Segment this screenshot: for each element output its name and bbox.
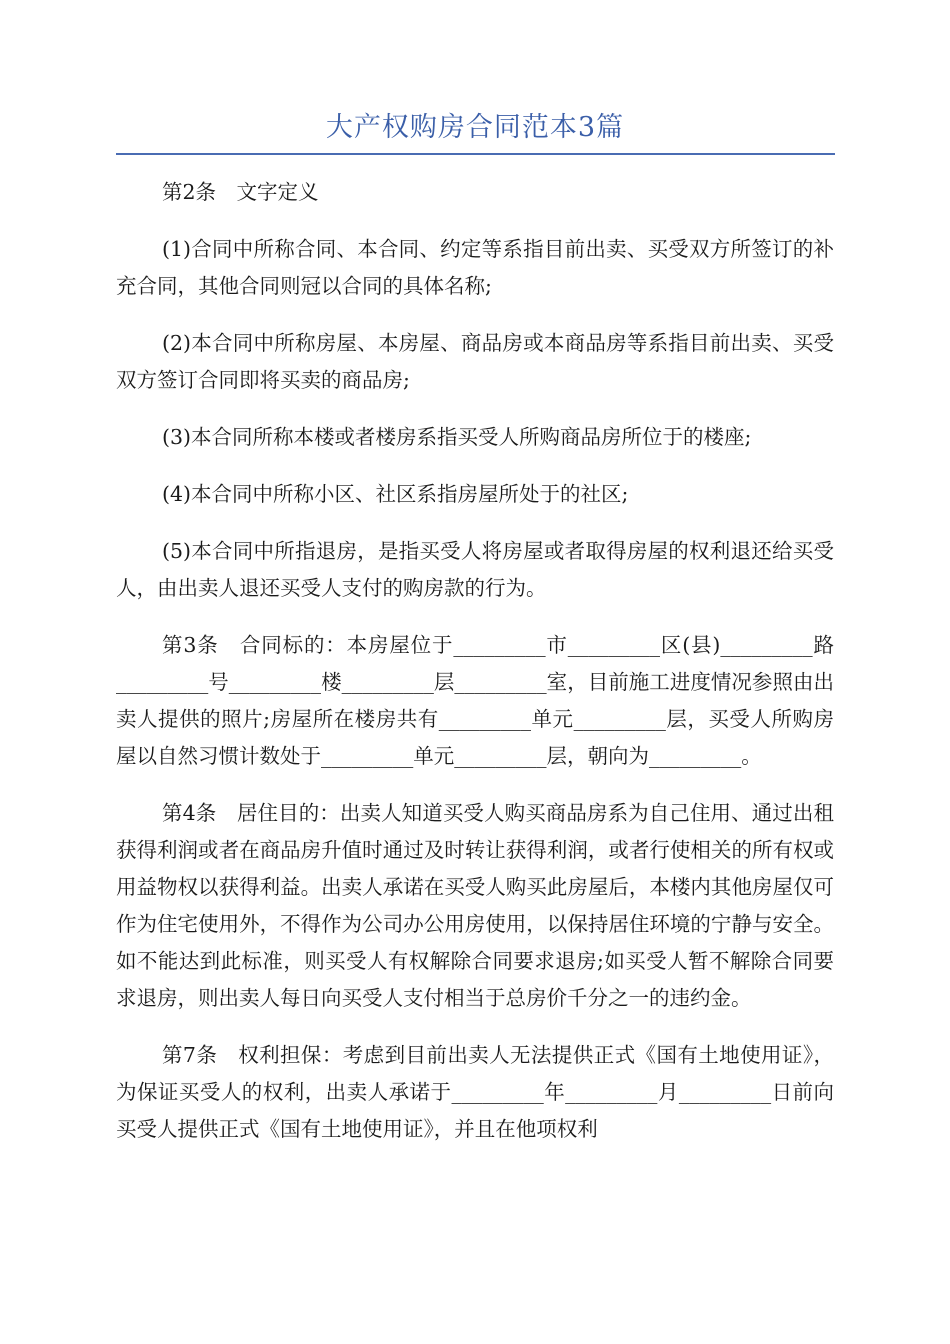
article-7-rights-guarantee: 第7条 权利担保：考虑到目前出卖人无法提供正式《国有土地使用证》，为保证买受人的权利，出卖人承诺于_________年_________月_________日前向买受人提供正式《国有土地使用证》，并且在他项权利 xyxy=(116,1043,834,1141)
document-title: 大产权购房合同范本3篇 xyxy=(325,112,625,143)
document-body xyxy=(116,174,834,1168)
article-2-heading: 第2条 文字定义 xyxy=(162,180,319,204)
definition-3: (3)本合同所称本楼或者楼房系指买受人所购商品房所位于的楼座; xyxy=(162,425,752,449)
article-4-residence-purpose: 第4条 居住目的：出卖人知道买受人购买商品房系为自己住用、通过出租获得利润或者在商品房升值时通过及时转让获得利润，或者行使相关的所有权或用益物权以获得利益。出卖人承诺在买受人购买此房屋后，本楼内其他房屋仅可作为住宅使用外，不得作为公司办公用房使用，以保持居住环境的宁静与安全。如不能达到此标准，则买受人有权解除合同要求退房;如买受人暂不解除合同要求退房，则出卖人每日向买受人支付相当于总房价千分之一的违约金。 xyxy=(116,801,834,1010)
title-underline xyxy=(116,153,835,155)
definition-5: (5)本合同中所指退房，是指买受人将房屋或者取得房屋的权利退还给买受人，由出卖人退还买受人支付的购房款的行为。 xyxy=(116,539,834,600)
definition-1: (1)合同中所称合同、本合同、约定等系指目前出卖、买受双方所签订的补充合同，其他合同则冠以合同的具体名称; xyxy=(116,237,834,298)
article-3-contract-subject: 第3条 合同标的：本房屋位于_________市_________区(县)_________路_________号_________楼_________层_________室，目前施工进度情况参照由出卖人提供的照片;房屋所在楼房共有_________单元_________层，买受人所购房屋以自然习惯计数处于_________单元_________层，朝向为_________。 xyxy=(116,633,834,768)
definition-4: (4)本合同中所称小区、社区系指房屋所处于的社区; xyxy=(162,482,629,506)
definition-2: (2)本合同中所称房屋、本房屋、商品房或本商品房等系指目前出卖、买受双方签订合同即将买卖的商品房; xyxy=(116,331,834,392)
